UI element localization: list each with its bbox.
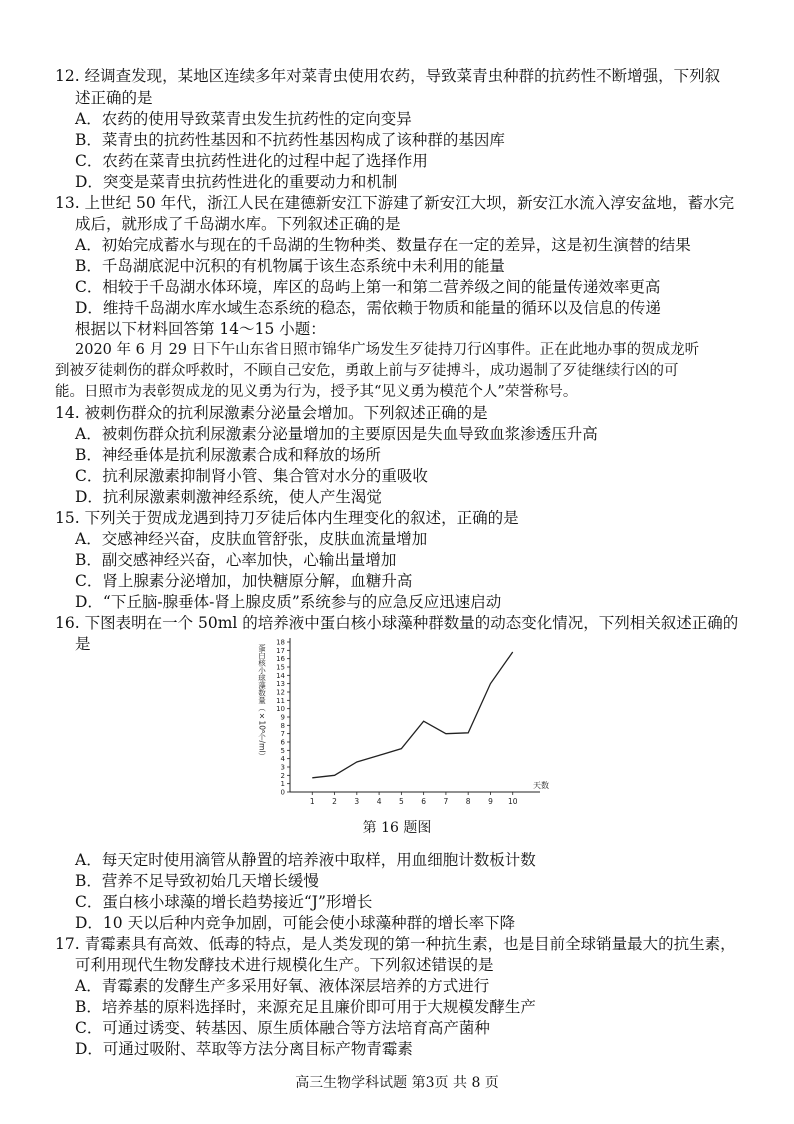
q17-stem-line1: 17. 青霉素具有高效、低毒的特点，是人类发现的第一种抗生素，也是目前全球销量最大的抗生素， bbox=[55, 935, 736, 953]
q14-option-d: D．抗利尿激素刺激神经系统，使人产生渴觉 bbox=[75, 488, 382, 506]
y-tick-label: 16 bbox=[276, 655, 285, 664]
y-tick-label: 0 bbox=[280, 788, 285, 797]
q16-stem-line1: 16. 下图表明在一个 50ml 的培养液中蛋白核小球藻种群数量的动态变化情况，下列相关叙述正确的 bbox=[55, 614, 739, 632]
q14-option-a: A．被刺伤群众抗利尿激素分泌量增加的主要原因是失血导致血浆渗透压升高 bbox=[75, 425, 598, 443]
y-axis-label: 蛋白核小球藻数量（×10⁶个/ml） bbox=[257, 644, 267, 760]
y-tick-label: 6 bbox=[280, 738, 285, 747]
x-tick-label: 7 bbox=[443, 797, 449, 806]
q15-option-a: A．交感神经兴奋，皮肤血管舒张，皮肤血流量增加 bbox=[75, 530, 428, 548]
material-line3: 能。日照市为表彰贺成龙的见义勇为行为，授予其“见义勇为模范个人”荣誉称号。 bbox=[55, 384, 578, 400]
q13-stem-line1: 13. 上世纪 50 年代，浙江人民在建德新安江下游建了新安江大坝，新安江水流入淳安盆地，蓄水完 bbox=[55, 194, 735, 212]
q13-stem-line2: 成后，就形成了千岛湖水库。下列叙述正确的是 bbox=[75, 215, 401, 233]
q15-option-c: C．肾上腺素分泌增加，加快糖原分解，血糖升高 bbox=[75, 572, 413, 590]
y-tick-label: 2 bbox=[280, 771, 285, 780]
x-tick-label: 4 bbox=[376, 797, 382, 806]
y-tick-label: 17 bbox=[276, 646, 285, 655]
y-tick-label: 7 bbox=[280, 730, 285, 739]
page-footer: 高三生物学科试题 第3页 共 8 页 bbox=[295, 1075, 499, 1091]
q14-stem: 14. 被刺伤群众的抗利尿激素分泌量会增加。下列叙述正确的是 bbox=[55, 404, 488, 422]
q17-option-b: B．培养基的原料选择时，来源充足且廉价即可用于大规模发酵生产 bbox=[75, 998, 536, 1016]
q17-option-c: C．可通过诱变、转基因、原生质体融合等方法培育高产菌种 bbox=[75, 1019, 490, 1037]
material-line2: 到被歹徒刺伤的群众呼救时，不顾自己安危，勇敢上前与歹徒搏斗，成功遏制了歹徒继续行凶的可 bbox=[55, 363, 679, 379]
y-tick-label: 13 bbox=[276, 680, 285, 689]
x-tick-label: 3 bbox=[354, 797, 360, 806]
q12-option-c: C．农药在菜青虫抗药性进化的过程中起了选择作用 bbox=[75, 152, 428, 170]
q16-option-c: C．蛋白核小球藻的增长趋势接近“J”形增长 bbox=[75, 893, 373, 911]
q16-option-a: A．每天定时使用滴管从静置的培养液中取样，用血细胞计数板计数 bbox=[75, 851, 536, 869]
x-tick-label: 8 bbox=[465, 797, 471, 806]
x-tick-label: 1 bbox=[309, 797, 315, 806]
q13-option-b: B．千岛湖底泥中沉积的有机物属于该生态系统中未利用的能量 bbox=[75, 257, 505, 275]
q12-stem-line2: 述正确的是 bbox=[75, 89, 153, 107]
q12-option-b: B．菜青虫的抗药性基因和不抗药性基因构成了该种群的基因库 bbox=[75, 131, 505, 149]
q15-option-d: D．“下丘脑-腺垂体-肾上腺皮质”系统参与的应急反应迅速启动 bbox=[75, 593, 502, 611]
y-tick-label: 1 bbox=[280, 780, 285, 789]
x-tick-label: 9 bbox=[488, 797, 493, 806]
y-tick-label: 3 bbox=[280, 763, 285, 772]
q13-option-a: A．初始完成蓄水与现在的千岛湖的生物种类、数量存在一定的差异，这是初生演替的结果 bbox=[75, 236, 691, 254]
q16-option-b: B．营养不足导致初始几天增长缓慢 bbox=[75, 872, 319, 890]
y-tick-label: 15 bbox=[276, 663, 285, 672]
series-line bbox=[312, 652, 512, 778]
q12-stem-line1: 12. 经调查发现，某地区连续多年对菜青虫使用农药，导致菜青虫种群的抗药性不断增强，下列叙 bbox=[55, 67, 721, 85]
q12-option-a: A．农药的使用导致菜青虫发生抗药性的定向变异 bbox=[75, 110, 412, 128]
q17-option-d: D．可通过吸附、萃取等方法分离目标产物青霉素 bbox=[75, 1040, 413, 1058]
q16-option-d: D．10 天以后种内竞争加剧，可能会使小球藻种群的增长率下降 bbox=[75, 914, 516, 932]
q12-option-d: D．突变是菜青虫抗药性进化的重要动力和机制 bbox=[75, 173, 398, 191]
q14-option-b: B．神经垂体是抗利尿激素合成和释放的场所 bbox=[75, 446, 381, 464]
q13-option-c: C．相较于千岛湖水体环境，库区的岛屿上第一和第二营养级之间的能量传递效率更高 bbox=[75, 278, 661, 296]
material-line1: 2020 年 6 月 29 日下午山东省日照市锦华广场发生歹徒持刀行凶事件。正在此地办事的贺成龙听 bbox=[75, 342, 700, 358]
y-tick-label: 5 bbox=[280, 746, 285, 755]
x-tick-label: 2 bbox=[332, 797, 337, 806]
q16-figure-caption: 第 16 题图 bbox=[362, 820, 432, 836]
q17-option-a: A．青霉素的发酵生产多采用好氧、液体深层培养的方式进行 bbox=[75, 977, 490, 995]
y-tick-label: 8 bbox=[280, 721, 285, 730]
material-intro: 根据以下材料回答第 14～15 小题： bbox=[75, 320, 326, 338]
q15-option-b: B．副交感神经兴奋，心率加快，心输出量增加 bbox=[75, 551, 397, 569]
y-tick-label: 18 bbox=[276, 638, 285, 647]
q17-stem-line2: 可利用现代生物发酵技术进行规模化生产。下列叙述错误的是 bbox=[75, 956, 494, 974]
x-tick-label: 10 bbox=[507, 797, 518, 806]
y-tick-label: 11 bbox=[276, 696, 285, 705]
q16-growth-chart bbox=[250, 632, 550, 812]
y-tick-label: 10 bbox=[276, 705, 285, 714]
y-tick-label: 14 bbox=[276, 671, 285, 680]
x-tick-label: 5 bbox=[398, 797, 404, 806]
y-tick-label: 12 bbox=[276, 688, 285, 697]
x-axis-label: 天数 bbox=[533, 781, 549, 790]
q16-stem-line2: 是 bbox=[75, 635, 91, 653]
q13-option-d: D．维持千岛湖水库水域生态系统的稳态，需依赖于物质和能量的循环以及信息的传递 bbox=[75, 299, 661, 317]
y-tick-label: 9 bbox=[280, 713, 285, 722]
q15-stem: 15. 下列关于贺成龙遇到持刀歹徒后体内生理变化的叙述，正确的是 bbox=[55, 509, 519, 527]
y-tick-label: 4 bbox=[280, 755, 285, 764]
x-tick-label: 6 bbox=[421, 797, 427, 806]
q14-option-c: C．抗利尿激素抑制肾小管、集合管对水分的重吸收 bbox=[75, 467, 428, 485]
